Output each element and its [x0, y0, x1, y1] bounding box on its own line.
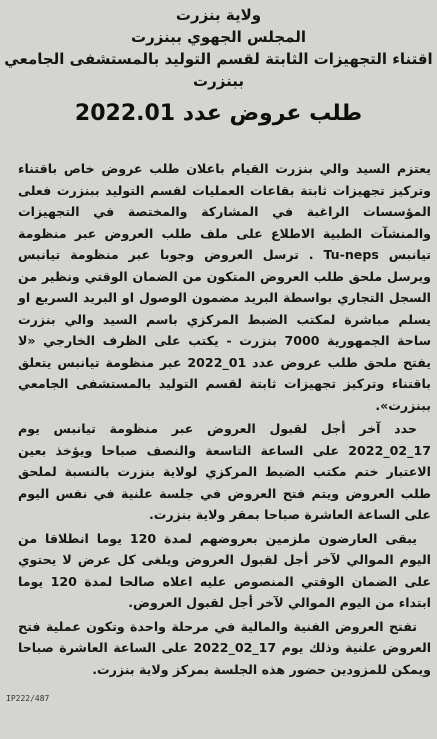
reference-code: IP222/487 [6, 694, 50, 703]
header-city: ببنزرت [193, 72, 244, 90]
paragraph-opening: تفتح العروض الفنية والمالية في مرحلة واحدة وتكون عملية فتح العروض علنية وذلك يوم 17_02_2022 على الساعة العاشرة صباحا ويمكن للمزودين حضور هذه الجلسة بمركز ولاية بنزرت. [18, 618, 432, 677]
header-governorate: ولاية بنزرت [175, 6, 262, 24]
announcement-body [0, 158, 437, 680]
paragraph-intro: يعتزم السيد والي بنزرت القيام باعلان طلب عروض خاص باقتناء وتركيز تجهيزات ثابتة بقاعات العمليات لقسم التوليد ببنزرت فعلى المؤسسات الراغبة في المشاركة والمختصة في التجهيزات والمنشآت الطبية الاطلاع على ملف طلب العروض عبر منظومة تيانبس Tu-neps . ترسل العروض وجوبا عبر منظومة تيانبس ويرسل ملحق طلب العروض المتكون من الضمان الوقتي ونظير من السجل التجاري بواسطة البريد مضمون الوصول او البريد السريع او يسلم مباشرة لمكتب الضبط المركزي باسم السيد والي بنزرت ساحة الجمهورية 7000 بنزرت - يكتب على الظرف الخارجي «لا يفتح ملحق طلب عروض عدد 01_2022 عبر منظومة تيانبس يتعلق باقتناء وتركيز تجهيزات ثابتة لقسم التوليد بالمستشفى الجامعي ببنزرت». [18, 161, 431, 413]
paragraph-validity: يبقى العارضون ملزمين بعروضهم لمدة 120 يوما انطلاقا من اليوم الموالي لآخر أجل لقبول العروض ويلغى كل عرض لا يحتوي على الضمان الوقتي المنصوص عليه اعلاه صالحا لمدة 120 يوما ابتداء من اليوم الموالي لآخر أجل لقبول العروض. [18, 530, 431, 610]
header-council: المجلس الجهوي ببنزرت [131, 28, 306, 46]
header-subject: اقتناء التجهيزات الثابتة لقسم التوليد بالمستشفى الجامعي [4, 50, 433, 68]
paragraph-deadline: حدد آخر أجل لقبول العروض عبر منظومة تيانبس يوم 17_02_2022 على الساعة التاسعة والنصف صباحا ويؤخذ بعين الاعتبار ختم مكتب الضبط المركزي لولاية بنزرت بالنسبة لملحق طلب العروض ويتم فتح العروض في جلسة علنية في نفس اليوم على الساعة العاشرة صباحا بمقر ولاية بنزرت. [18, 421, 431, 522]
header [0, 0, 437, 92]
tender-title: طلب عروض عدد 2022.01 [74, 101, 363, 126]
